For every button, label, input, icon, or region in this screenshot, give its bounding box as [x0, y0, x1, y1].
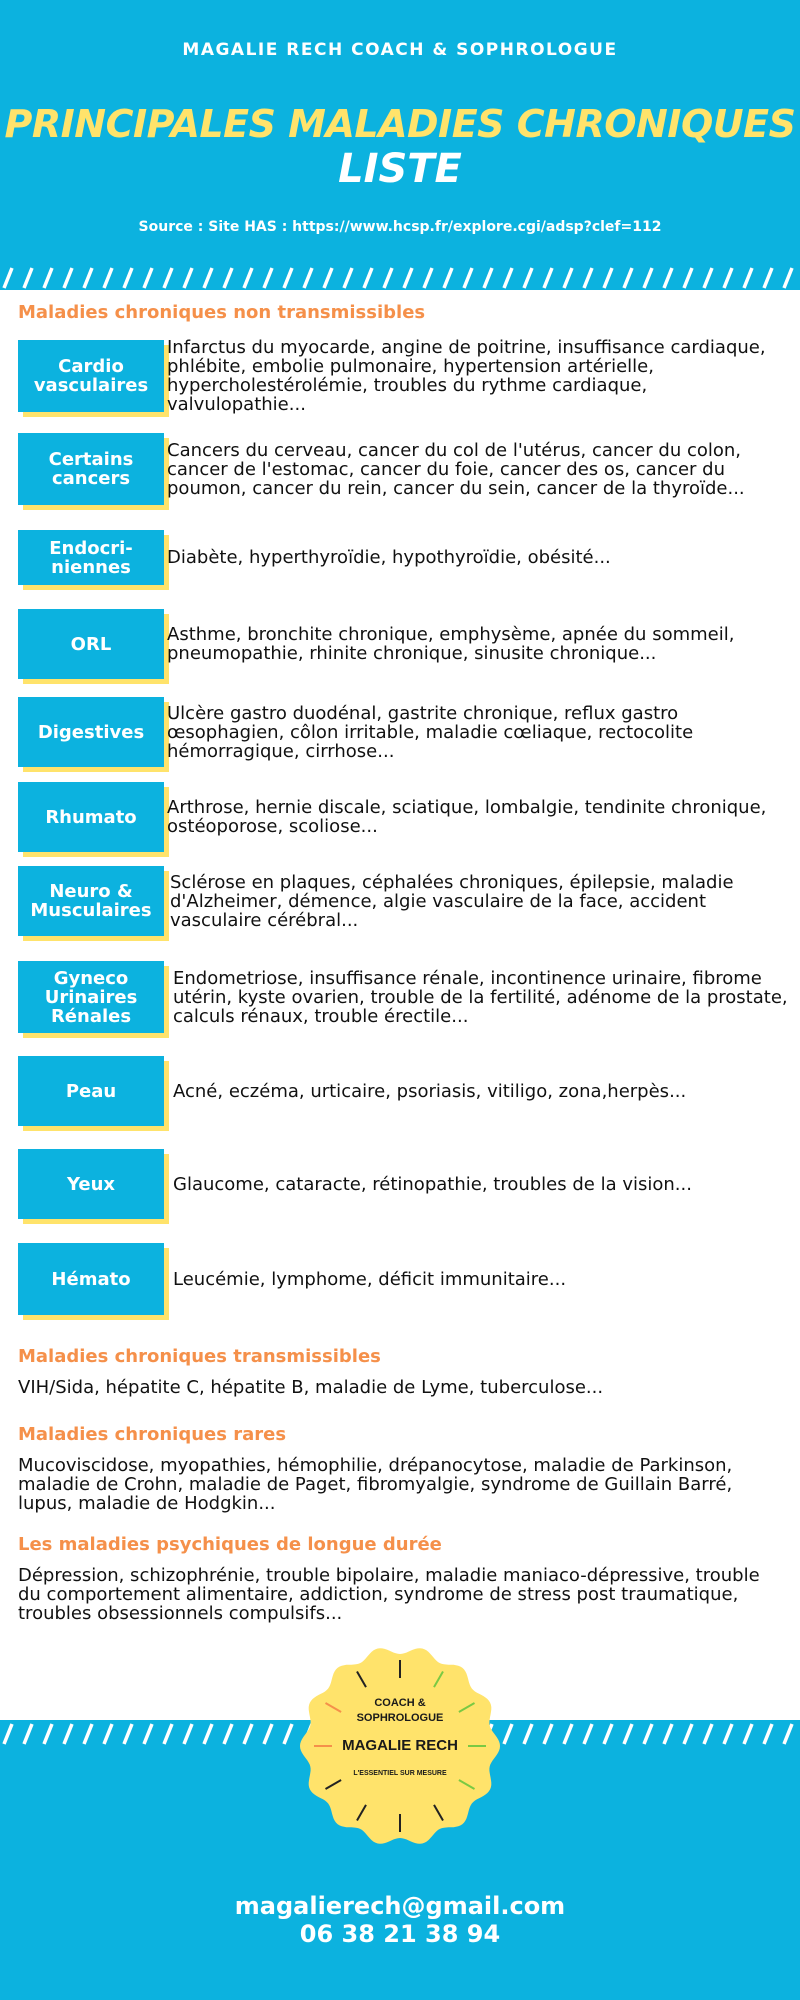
category-description: Sclérose en plaques, céphalées chroniques, épilepsie, maladie d'Alzheimer, démence, algie vasculaire de la face, accident vasculaire cérébral... — [170, 871, 734, 931]
category-description: Acné, eczéma, urticaire, psoriasis, vitiligo, zona,herpès... — [173, 1080, 687, 1102]
source-text: Source : Site HAS : https://www.hcsp.fr/explore.cgi/adsp?clef=112 — [138, 219, 662, 235]
category-description: Glaucome, cataracte, rétinopathie, troubles de la vision... — [173, 1173, 692, 1195]
header-banner — [0, 0, 800, 268]
psychiques-text: Dépression, schizophrénie, trouble bipolaire, maladie maniaco-dépressive, trouble du comportement alimentaire, addiction, syndrome de stress post traumatique, troubles obsessionnels compulsifs... — [18, 1565, 760, 1624]
category-description: Diabète, hyperthyroïdie, hypothyroïdie, obésité... — [167, 547, 611, 568]
section-title-rares: Maladies chroniques rares — [18, 1424, 287, 1445]
category-label: Rhumato — [18, 782, 164, 852]
category-description: Infarctus du myocarde, angine de poitrine, insuffisance cardiaque, phlébite, embolie pulmonaire, hypertension artérielle, hypercholestérolémie, troubles du rythme cardiaque, valvulopathie... — [167, 337, 766, 415]
category-description: Arthrose, hernie discale, sciatique, lombalgie, tendinite chronique, ostéoporose, scoliose... — [167, 797, 767, 837]
category-label: ORL — [18, 609, 164, 679]
category-description: Cancers du cerveau, cancer du col de l'utérus, cancer du colon, cancer de l'estomac, cancer du foie, cancer des os, cancer du poumon, cancer du rein, cancer du sein, cancer de la thyroïde... — [167, 439, 745, 499]
page-title: PRINCIPALES MALADIES CHRONIQUES — [4, 102, 796, 146]
brand-name: MAGALIE RECH COACH & SOPHROLOGUE — [182, 40, 618, 60]
category-row — [18, 782, 790, 852]
category-row — [18, 609, 790, 679]
category-row — [18, 433, 790, 505]
category-description: Asthme, bronchite chronique, emphysème, apnée du sommeil, pneumopathie, rhinite chronique, sinusite chronique... — [167, 624, 735, 664]
category-row — [18, 530, 790, 585]
category-description: Endometriose, insuffisance rénale, incontinence urinaire, fibrome utérin, kyste ovarien, trouble de la fertilité, adénome de la prostate, calculs rénaux, trouble érectile... — [173, 967, 788, 1027]
contact-email[interactable]: magalierech@gmail.com — [234, 1892, 566, 1920]
contact-phone[interactable]: 06 38 21 38 94 — [299, 1920, 501, 1948]
stripe-divider-top — [0, 266, 800, 290]
category-row — [18, 1056, 790, 1126]
category-label: Endocri-niennes — [18, 530, 164, 585]
category-description: Ulcère gastro duodénal, gastrite chronique, reflux gastro œsophagien, côlon irritable, maladie cœliaque, rectocolite hémorragique, cirrhose... — [167, 702, 694, 762]
category-label: Gyneco Urinaires Rénales — [18, 961, 164, 1033]
category-label: Hémato — [18, 1243, 164, 1315]
category-label: Certains cancers — [18, 433, 164, 505]
category-row — [18, 866, 790, 936]
badge-name: MAGALIE RECH — [342, 1737, 458, 1754]
category-row — [18, 337, 790, 415]
badge-line2: SOPHROLOGUE — [356, 1712, 444, 1724]
badge-line1: COACH & — [374, 1697, 426, 1709]
category-row — [18, 1149, 790, 1219]
category-label: Peau — [18, 1056, 164, 1126]
category-label: Yeux — [18, 1149, 164, 1219]
category-label: Digestives — [18, 697, 164, 767]
category-row — [18, 961, 790, 1033]
rares-text: Mucoviscidose, myopathies, hémophilie, drépanocytose, maladie de Parkinson, maladie de Crohn, maladie de Paget, fibromyalgie, syndrome de Guillain Barré, lupus, maladie de Hodgkin... — [18, 1455, 733, 1514]
category-row — [18, 1243, 790, 1315]
category-row — [18, 697, 790, 767]
category-label: Neuro & Musculaires — [18, 866, 164, 936]
category-description: Leucémie, lymphome, déficit immunitaire... — [173, 1268, 567, 1290]
badge-tagline: L'ESSENTIEL SUR MESURE — [353, 1770, 447, 1777]
transmissibles-text: VIH/Sida, hépatite C, hépatite B, maladie de Lyme, tuberculose... — [18, 1377, 604, 1398]
section-title-non-transmissibles: Maladies chroniques non transmissibles — [18, 302, 426, 323]
section-title-transmissibles: Maladies chroniques transmissibles — [18, 1346, 381, 1367]
page-subtitle: LISTE — [338, 146, 462, 192]
category-label: Cardio vasculaires — [18, 340, 164, 412]
section-title-psychiques: Les maladies psychiques de longue durée — [18, 1534, 442, 1555]
